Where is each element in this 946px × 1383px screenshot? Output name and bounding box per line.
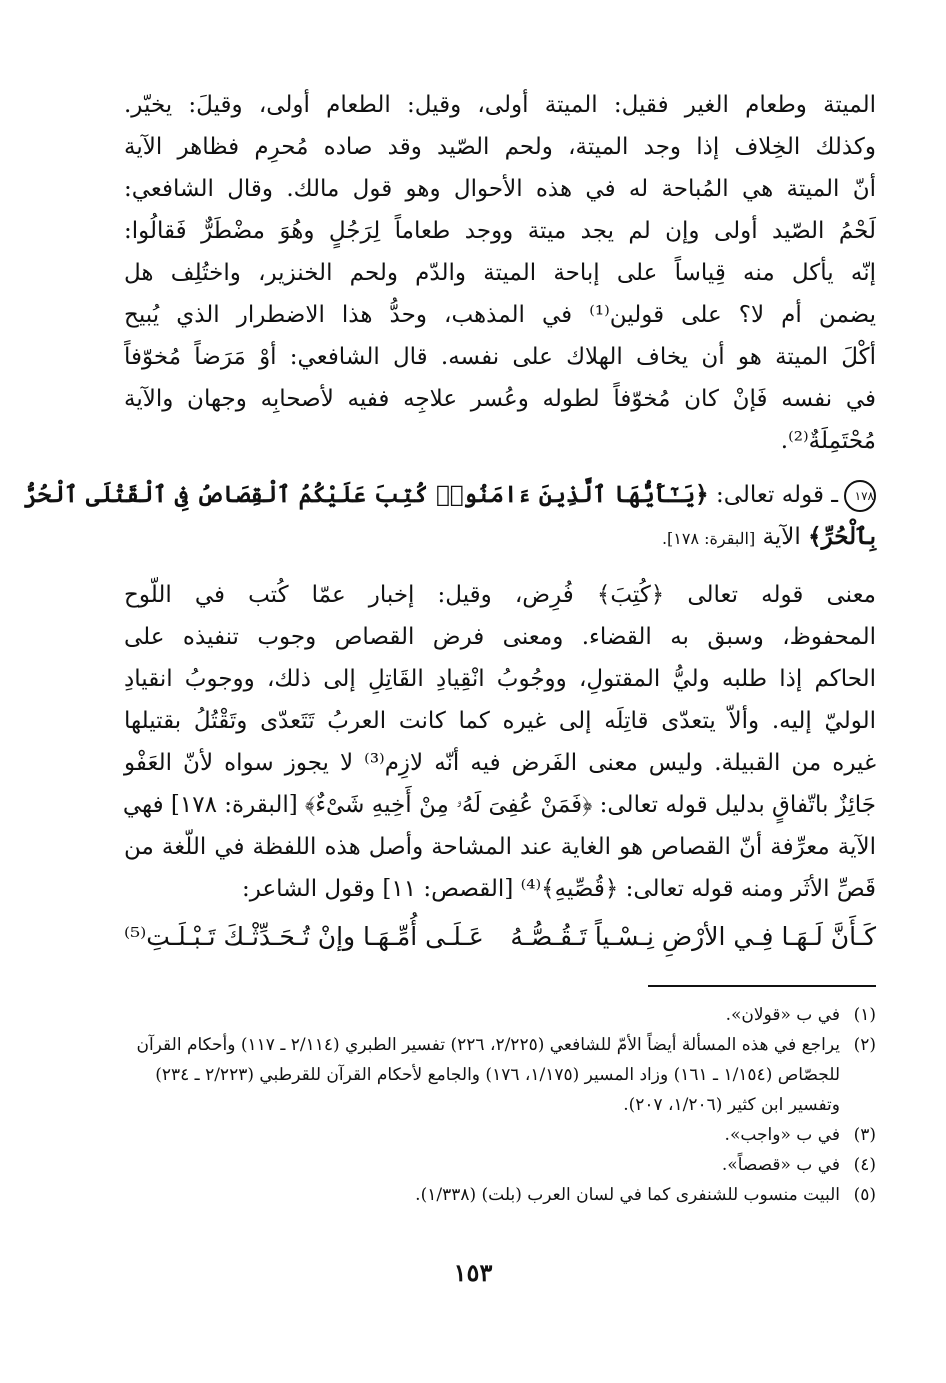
text-line: أنّ الميتة هي المُباحة له في هذه الأحوال وهو قول مالك. وقال الشافعي: xyxy=(124,176,876,202)
text-line: الوليّ إليه. وألاّ يتعدّى قاتِلَه إلى غيره كما كانت العربُ تَتَعدّى وتَقْتُلُ بقتيلها xyxy=(124,708,876,734)
footnote xyxy=(124,1000,876,1030)
footnote-separator xyxy=(648,985,876,987)
footnote xyxy=(124,1030,876,1120)
text-line: قَصِّ الأثَر ومنه قوله تعالى: ﴿قُصِّيهِ﴾⁽⁴⁾ [القصص: ١١] وقول الشاعر: xyxy=(242,876,876,902)
paragraph-1 xyxy=(124,84,876,462)
footnotes xyxy=(124,1000,876,1210)
verse-line-1 xyxy=(24,474,876,516)
quran-verse: ﴿يَـٰٓأَيُّهَا ٱلَّذِينَ ءَامَنُوا۟ كُتِبَ عَلَيْكُمُ ٱلْقِصَاصُ فِى ٱلْقَتْلَى ٱلْحُرُّ xyxy=(24,481,709,508)
footnote-text: يراجع في هذه المسألة أيضاً الأمّ للشافعي (٢/٢٢٥، ٢٢٦) تفسير الطبري (٢/١١٤ ـ ١١٧) وأحكام القرآن للجصّاص (١/١٥٤ ـ ١٦١) وزاد المسير (١/١٧٥، ١٧٦) والجامع لأحكام القرآن للقرطبي (٢/٢٢٣ ـ ٢٣٤) وتفسير ابن كثير (١/٢٠٦، ٢٠٧). xyxy=(136,1035,840,1115)
poem-hemistich-first: كَـأَنَّ لَـهَـا فِـي الأرْضِ نِـسْـياً تَـقُـصُّـهُ xyxy=(510,922,876,951)
main-text xyxy=(24,84,876,960)
text-line: المحفوظ، وسبق به القضاء. ومعنى فرض القصاص وجوب تنفيذه على xyxy=(124,624,876,650)
verse-intro: ـ قوله تعالى: xyxy=(708,482,838,508)
text-line: لَحْمُ الصّيد أولى وإن لم يجد ميتة ووجد طعاماً لِرَجُلٍ وهُوَ مضْطَرٌّ فَقالُوا: xyxy=(124,218,876,244)
text-line: غيره من القبيلة. وليس معنى الفَرض فيه أنّه لازِم⁽³⁾ لا يجوز سواه لأنّ العَفْو xyxy=(124,750,876,776)
text-line: وكذلك الخِلاف إذا وجد الميتة، ولحم الصّيد وقد صاده مُحرِم فظاهر الآية xyxy=(124,134,876,160)
spacer xyxy=(124,560,876,574)
text-line: إنّه يأكل منه قِياساً على إباحة الميتة والدّم ولحم الخنزير، واختُلِف هل xyxy=(124,260,876,286)
page-number: ١٥٣ xyxy=(453,1258,493,1287)
footnote-text: في ب «قصصاً». xyxy=(721,1155,840,1175)
text-line: جَائِزٌ باتّفاقٍ بدليل قوله تعالى: ﴿فَمَنْ عُفِىَ لَهُۥ مِنْ أَخِيهِ شَىْءٌ﴾ [البقرة: ١٧٨] فهي xyxy=(122,792,876,818)
verse-reference: [البقرة: ١٧٨]. xyxy=(661,529,756,548)
text-line: معنى قوله تعالى ﴿كُتِبَ﴾ فُرِض، وقيل: إخبار عمّا كُتب في اللّوح xyxy=(124,582,876,608)
footnote-number: (٥) xyxy=(853,1185,876,1205)
text-line: الحاكم إذا طلبه وليُّ المقتولِ، ووجُوبُ انْقِيادِ القَاتِلِ إلى ذلك، ووجوبُ انقيادِ xyxy=(124,666,876,692)
text-line: مُحْتَمِلَةٌ⁽²⁾. xyxy=(780,428,876,454)
footnote xyxy=(124,1120,876,1150)
poem-verse xyxy=(124,914,876,960)
footnote xyxy=(124,1150,876,1180)
verse-heading xyxy=(24,474,876,560)
paragraph-2 xyxy=(124,574,876,910)
footnote-number: (٤) xyxy=(853,1155,876,1175)
verse-ref-prefix: الآية xyxy=(755,524,809,550)
quran-verse-end: بِٱلْحُرِّ﴾ xyxy=(808,523,876,550)
footnote-number: (٣) xyxy=(853,1125,876,1145)
text-line: أكْلَ الميتة هو أن يخاف الهلاك على نفسه. قال الشافعي: أوْ مَرَضاً مُخوّفاً xyxy=(124,344,876,370)
text-line: يضمن أم لا؟ على قولين⁽¹⁾ في المذهب، وحدُّ هذا الاضطرار الذي يُبيح xyxy=(124,302,876,328)
verse-number-medallion: ١٧٨ xyxy=(844,480,876,512)
footnote-text: في ب «واجب». xyxy=(724,1125,840,1145)
text-line: الآية معرِّفة أنّ القصاص هو الغاية عند المشاحة وأصل هذه اللفظة في اللّغة من xyxy=(124,834,876,860)
footnote xyxy=(124,1180,876,1210)
footnote-text: في ب «قولان». xyxy=(725,1005,840,1025)
footnote-number: (١) xyxy=(853,1005,876,1025)
text-line: في نفسه فَإنْ كان مُخوّفاً لطوله وعُسر علاجِه ففيه لأصحابِه وجهان والآية xyxy=(124,386,876,412)
text-line: الميتة وطعام الغير فقيل: الميتة أولى، وقيل: الطعام أولى، وقيلَ: يخيّر. xyxy=(124,92,876,118)
footnote-number: (٢) xyxy=(853,1035,876,1055)
verse-line-2 xyxy=(124,516,876,560)
footnote-text: البيت منسوب للشنفرى كما في لسان العرب (بلت) (١/٣٣٨). xyxy=(415,1185,840,1205)
poem-hemistich-second: عَـلَـى أُمِّـهَـا وإنْ تُـحَـدِّثْـكَ تَـبْـلَـتِ⁽⁵⁾ xyxy=(124,922,484,951)
